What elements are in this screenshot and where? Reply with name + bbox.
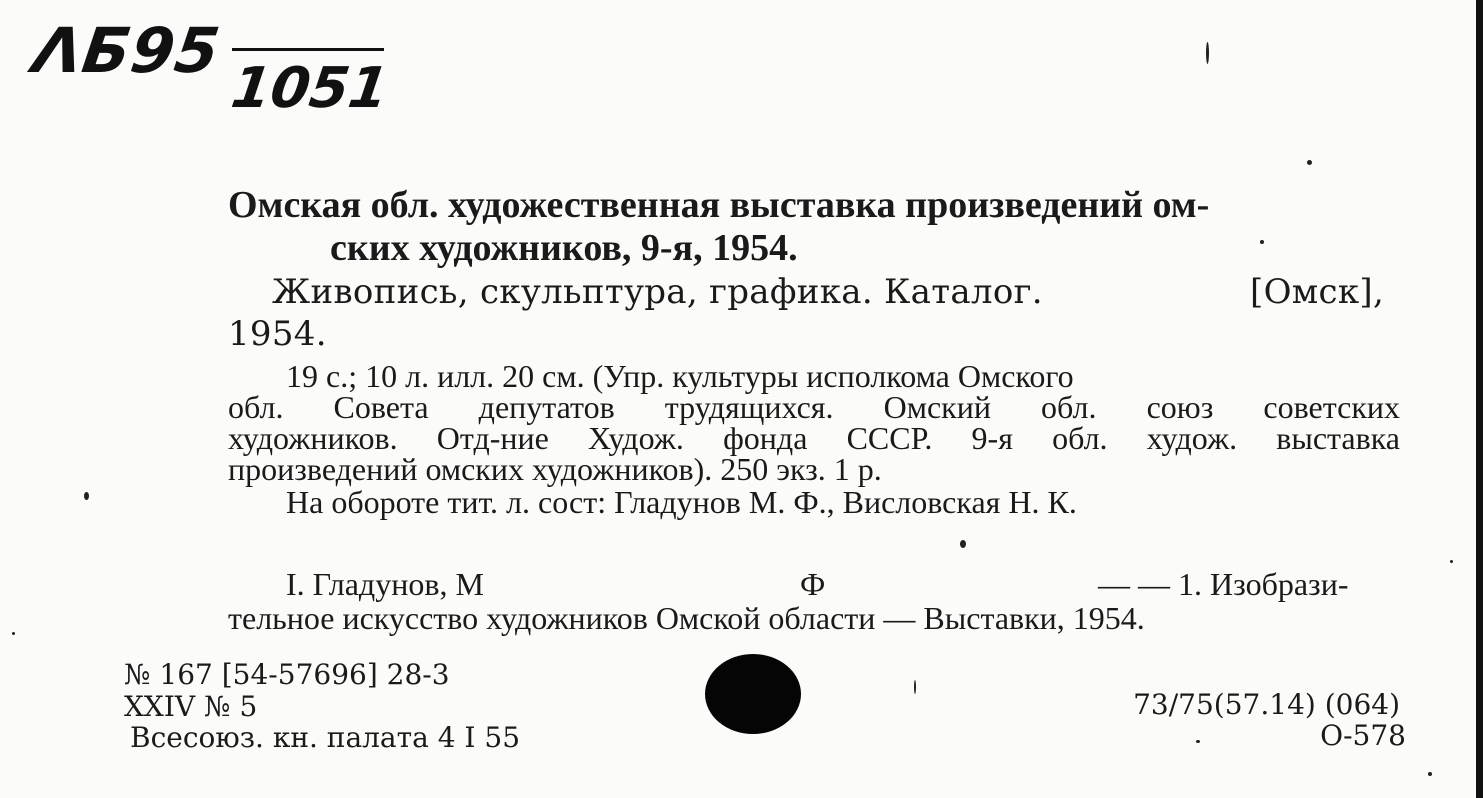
speck — [1450, 560, 1453, 563]
handwritten-number: 1051 — [227, 56, 393, 121]
description-line-2: обл. Совета депутатов трудящихся. Омский обл. союз советских — [228, 389, 1400, 425]
subtitle-place: [Омск], — [1250, 272, 1385, 312]
speck — [1260, 240, 1264, 244]
footer-issuer: Всесоюз. кн. палата 4 I 55 — [130, 721, 521, 754]
speck — [1206, 42, 1209, 64]
handwritten-call-number: ΛБ95 — [28, 14, 225, 87]
tracing-line-2: тельное искусство художников Омской области — Выставки, 1954. — [228, 600, 1145, 636]
subtitle-year: 1954. — [228, 314, 327, 354]
title-line-2: ских художников, 9-я, 1954. — [330, 227, 798, 269]
footer-series: XXIV № 5 — [124, 690, 258, 723]
tracing-line-1a: I. Гладунов, М — [286, 566, 484, 602]
handwritten-underline — [232, 48, 384, 51]
footer-author-mark: О-578 — [1320, 719, 1406, 752]
speck — [84, 492, 89, 500]
punch-hole — [705, 654, 801, 734]
description-line-4: произведений омских художников). 250 экз. 1 р. — [228, 451, 882, 487]
tracing-line-1c: — — 1. Изобрази- — [1098, 566, 1349, 602]
description-line-1: 19 с.; 10 л. илл. 20 см. (Упр. культуры исполкома Омского — [286, 358, 1074, 394]
footer-classification: 73/75(57.14) (064) — [1133, 688, 1400, 721]
speck — [914, 680, 916, 694]
speck — [12, 632, 15, 635]
speck — [1428, 772, 1432, 776]
speck — [960, 540, 966, 548]
speck — [1307, 160, 1312, 165]
tracing-line-1b: Ф — [800, 566, 826, 602]
card-edge-shadow — [1476, 0, 1483, 798]
description-line-3: художников. Отд-ние Худож. фонда СССР. 9-я обл. худож. выставка — [228, 420, 1400, 456]
footer-card-number: № 167 [54-57696] 28-3 — [124, 658, 450, 691]
description-note: На обороте тит. л. сост: Гладунов М. Ф., Висловская Н. К. — [286, 484, 1077, 520]
title-line-1: Омская обл. художественная выставка произведений ом- — [228, 184, 1210, 226]
subtitle-line-1: Живопись, скульптура, графика. Каталог. — [272, 272, 1043, 312]
speck — [1196, 740, 1200, 743]
